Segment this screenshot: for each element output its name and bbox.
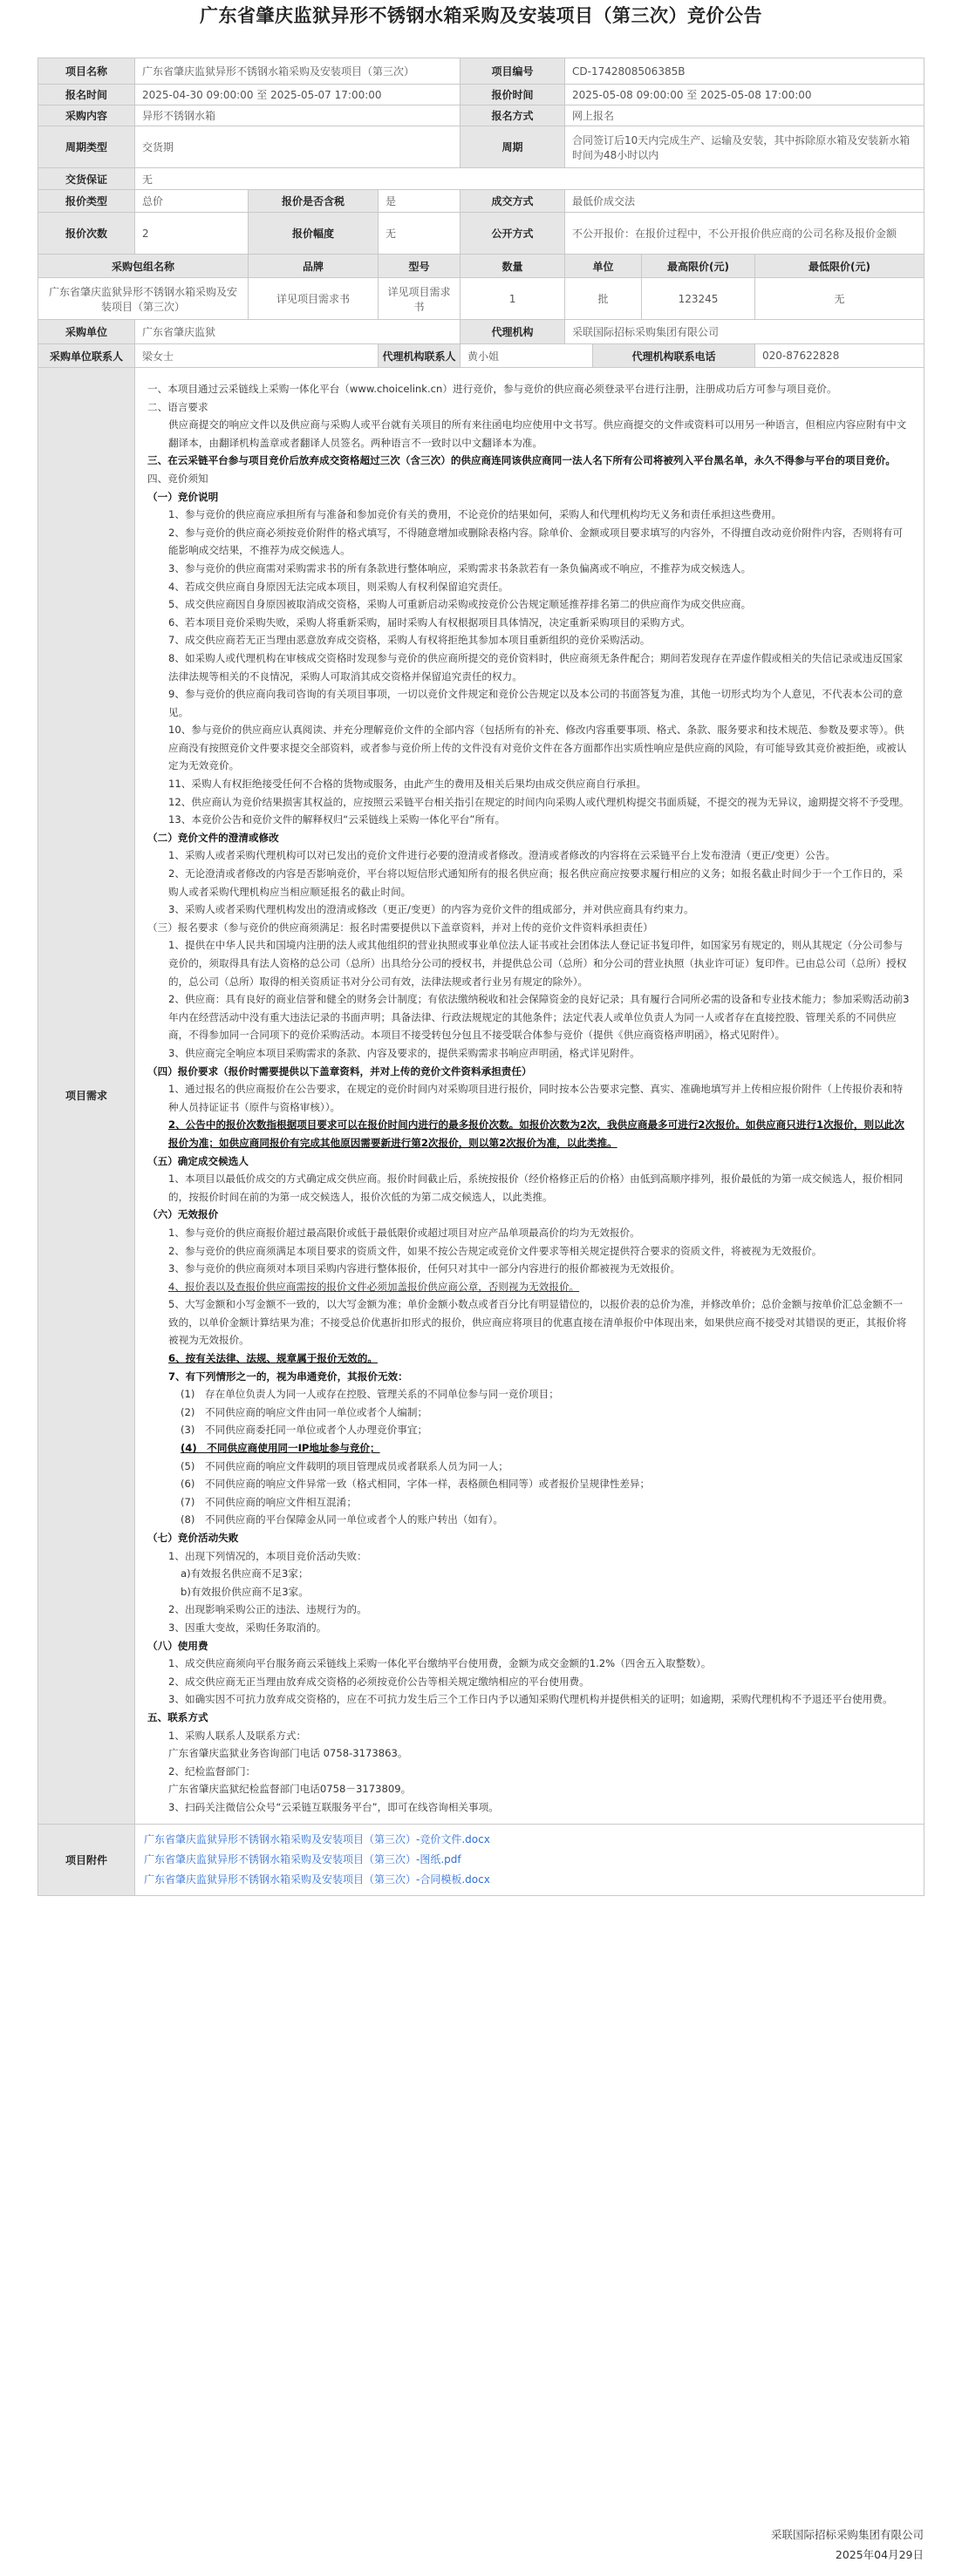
req-item: 8、如采购人或代理机构在审核成交资格时发现参与竞价的供应商所提交的竞价资料时，供应商须无条件配合；期间若发现存在弄虚作假或相关的失信记录或违反国家法律法规等相关的不良情况，采购人可取消其成交资格并保留追究责任的权力。	[168, 651, 904, 683]
tax-label: 报价是否含税	[249, 190, 379, 213]
req-subitem: (7) 不同供应商的响应文件相互混淆；	[181, 1495, 357, 1508]
req-subheading: （五）确定成交候选人	[147, 1154, 249, 1167]
req-item: 4、报价表以及查报价供应商需按的报价文件必须加盖报价供应商公章，否则视为无效报价。	[168, 1280, 580, 1293]
req-item: 3、采购人或者采购代理机构发出的澄清或修改（更正/变更）的内容为竞价文件的组成部分，并对供应商具有约束力。	[168, 903, 694, 916]
req-heading: 四、竞价须知	[147, 472, 208, 485]
req-item: 3、供应商完全响应本项目采购需求的条款、内容及要求的，提供采购需求书响应声明函，格式详见附件。	[168, 1046, 640, 1059]
notice-table	[38, 58, 924, 1896]
row-contacts	[38, 344, 924, 368]
signup-time-label: 报名时间	[38, 85, 135, 105]
req-item: 1、采购人或者采购代理机构可以对已发出的竞价文件进行必要的澄清或者修改。澄清或者修改的内容将在云采链平台上发布澄清（更正/变更）公告。	[168, 849, 836, 862]
req-item: 5、大写金额和小写金额不一致的，以大写金额为准；单价金额小数点或者百分比有明显错位的，以报价表的总价为准，并修改单价；总价金额与按单价汇总金额不一致的，以单价金额计算结果为准；不接受总价优惠折扣形式的报价，供应商应将项目的优惠直接在清单报价中体现出来，如果供应商不接受对其错误的更正，其报价将被视为无效报价。	[168, 1298, 907, 1347]
row-price-type	[38, 190, 924, 213]
agent-label: 代理机构	[461, 320, 565, 344]
req-item: 1、参与竞价的供应商应承担所有与准备和参加竞价有关的费用，不论竞价的结果如何，采购人和代理机构均无义务和责任承担这些费用。	[168, 508, 782, 521]
agent-phone: 020-87622828	[755, 344, 924, 368]
req-subitem: (1) 存在单位负责人为同一人或存在控股、管理关系的不同单位参与同一竞价项目；	[181, 1388, 559, 1401]
buyer-contact: 梁女士	[135, 344, 379, 368]
req-subitem: a)有效报名供应商不足3家；	[181, 1567, 309, 1580]
req-item: 2、出现影响采购公正的违法、违规行为的。	[168, 1603, 367, 1616]
public-mode-label: 公开方式	[461, 213, 565, 255]
req-item: 11、采购人有权拒绝接受任何不合格的货物或服务，由此产生的费用及相关后果均由成交供应商自行承担。	[168, 778, 647, 791]
row-buyer	[38, 320, 924, 344]
signup-method-label: 报名方式	[461, 105, 565, 126]
req-subitem: (8) 不同供应商的平台保障金从同一单位或者个人的账户转出（如有）。	[181, 1513, 504, 1526]
req-item: 7、有下列情形之一的，视为串通竞价，其报价无效：	[168, 1370, 408, 1383]
req-subitem: (5) 不同供应商的响应文件载明的项目管理成员或者联系人员为同一人；	[181, 1459, 508, 1472]
col-brand: 品牌	[249, 255, 379, 278]
req-heading: 五、联系方式	[147, 1710, 208, 1723]
footer-date: 2025年04月29日	[835, 2548, 924, 2561]
purchase-content: 异形不锈钢水箱	[135, 105, 461, 126]
agent: 采联国际招标采购集团有限公司	[565, 320, 924, 344]
purchase-content-label: 采购内容	[38, 105, 135, 126]
bid-time: 2025-05-08 09:00:00 至 2025-05-08 17:00:00	[565, 85, 924, 105]
project-code-label: 项目编号	[461, 58, 565, 85]
req-item: 广东省肇庆监狱业务咨询部门电话 0758-3173863。	[168, 1747, 408, 1760]
req-para: 供应商提交的响应文件以及供应商与采购人或平台就有关项目的所有来往函电均应使用中文书写。供应商提交的文件或资料可以用另一种语言，但相应内容应附有中文翻译本，由翻译机构盖章或者翻译人员签名。两种语言不一致时以中文翻译本为准。	[168, 418, 907, 449]
public-mode: 不公开报价：在报价过程中，不公开报价供应商的公司名称及报价金额	[565, 213, 924, 255]
buyer-label: 采购单位	[38, 320, 135, 344]
req-subheading: （一）竞价说明	[147, 490, 219, 503]
row-rounds	[38, 213, 924, 255]
req-item: 10、参与竞价的供应商应认真阅读、并充分理解竞价文件的全部内容（包括所有的补充、修改内容重要事项、格式、条款、服务要求和技术规范、参数及要求等）。供应商没有按照竞价文件要求提交全部资料，或者参与竞价所上传的文件没有对竞价文件在各方面都作出实质性响应是供应商的风险，有可能导致其竞价被拒绝，或被认定为无效竞价。	[168, 724, 907, 772]
attachment-link[interactable]: 广东省肇庆监狱异形不锈钢水箱采购及安装项目（第三次）-图纸.pdf	[144, 1852, 461, 1866]
items-header-row	[38, 255, 924, 278]
tax: 是	[379, 190, 461, 213]
req-heading: 三、在云采链平台参与项目竞价后放弃成交资格超过三次（含三次）的供应商连同该供应商同一法人名下所有公司将被列入平台黑名单，永久不得参与平台的项目竞价。	[147, 454, 896, 467]
req-item: 3、如确实因不可抗力放弃成交资格的，应在不可抗力发生后三个工作日内予以通知采购代理机构并提供相关的证明；如逾期，采购代理机构不予退还平台使用费。	[168, 1693, 893, 1706]
rounds-label: 报价次数	[38, 213, 135, 255]
req-subheading: （三）报名要求（参与竞价的供应商须满足：报名时需要提供以下盖章资料，并对上传的竞价文件资料承担责任）	[147, 921, 653, 934]
req-item: 1、参与竞价的供应商报价超过最高限价或低于最低限价或超过项目对应产品单项最高价的均为无效报价。	[168, 1226, 640, 1239]
col-min-price: 最低限价(元)	[755, 255, 924, 278]
req-item-emphasis: 6、按有关法律、法规、规章属于报价无效的。	[168, 1352, 378, 1365]
req-item: 1、本项目以最低价成交的方式确定成交供应商。报价时间截止后，系统按报价（经价格修正后的价格）由低到高顺序排列，报价最低的为第一成交候选人，报价相同的，按报价时间在前的为第一成交候选人，报价次低的为第二成交候选人，以此类推。	[168, 1172, 904, 1203]
cycle: 合同签订后10天内完成生产、运输及安装，其中拆除原水箱及安装新水箱时间为48小时以内	[565, 126, 924, 168]
buyer-contact-label: 采购单位联系人	[38, 344, 135, 368]
req-item: 3、因重大变故，采购任务取消的。	[168, 1621, 327, 1634]
req-item: 2、供应商：具有良好的商业信誉和健全的财务会计制度；有依法缴纳税收和社会保障资金的良好记录；具有履行合同所必需的设备和专业技术能力；参加采购活动前3年内在经营活动中没有重大违法记录的书面声明；具备法律、行政法规规定的其他条件；法定代表人或单位负责人为同一人或者存在直接控股、管理关系的不同供应商，不得参加同一合同项下的竞价采购活动。本项目不接受转包分包且不接受联合体参与竞价（提供《供应商资格声明函》，格式见附件）。	[168, 993, 910, 1042]
row-requirements	[38, 368, 924, 1825]
row-attachments	[38, 1824, 924, 1895]
req-item: 1、提供在中华人民共和国境内注册的法人或其他组织的营业执照或事业单位法人证书或社会团体法人登记证书复印件，如国家另有规定的，则从其规定（分公司参与竞价的，须取得具有法人资格的总公司（总所）出具给分公司的授权书，并提供总公司（总所）和分公司的营业执照（执业许可证）复印件。已由总公司（总所）授权的，总公司（总所）取得的相关资质证书对分公司有效，法律法规或者行业另有规定的除外）。	[168, 939, 907, 988]
signup-time: 2025-04-30 09:00:00 至 2025-05-07 17:00:00	[135, 85, 461, 105]
price-type-label: 报价类型	[38, 190, 135, 213]
col-package: 采购包组名称	[38, 255, 249, 278]
req-subheading: （二）竞价文件的澄清或修改	[147, 831, 279, 844]
req-subheading: （七）竞价活动失败	[147, 1532, 239, 1544]
req-item: 5、成交供应商因自身原因被取消成交资格，采购人可重新启动采购或按竞价公告规定顺延推荐排名第二的供应商作为成交供应商。	[168, 598, 752, 611]
signup-method: 网上报名	[565, 105, 924, 126]
project-name-label: 项目名称	[38, 58, 135, 85]
req-item: 2、参与竞价的供应商必须按竞价附件的格式填写，不得随意增加或删除表格内容。除单价、金额或项目要求填写的内容外，不得擅自改动竞价附件内容，否则将有可能影响成交结果，不推荐为成交候选人。	[168, 526, 904, 557]
agent-contact-label: 代理机构联系人	[379, 344, 461, 368]
cell-model: 详见项目需求书	[379, 278, 461, 320]
req-item: 13、本竞价公告和竞价文件的解释权归“云采链线上采购一体化平台”所有。	[168, 813, 506, 826]
col-unit: 单位	[565, 255, 642, 278]
req-item: 广东省肇庆监狱纪检监督部门电话0758－3173809。	[168, 1783, 412, 1796]
req-subitem: b)有效报价供应商不足3家。	[181, 1585, 309, 1598]
req-subheading: （八）使用费	[147, 1639, 208, 1652]
row-project-name	[38, 58, 924, 85]
req-item-emphasis: 2、公告中的报价次数指根据项目要求可以在报价时间内进行的最多报价次数。如报价次数为2次，我供应商最多可进行2次报价。如供应商只进行1次报价，则以此次报价为准；如供应商同报价有完成其他原因需要新进行第2次报价，则以第2次报价为准，以此类推。	[168, 1118, 904, 1149]
req-subheading: （四）报价要求（报价时需要提供以下盖章资料，并对上传的竞价文件资料承担责任）	[147, 1064, 532, 1077]
rounds: 2	[135, 213, 249, 255]
cell-quantity: 1	[461, 278, 565, 320]
req-item: 4、若成交供应商自身原因无法完成本项目，则采购人有权利保留追究责任。	[168, 580, 508, 593]
req-subitem: (4) 不同供应商使用同一IP地址参与竞价；	[181, 1442, 380, 1455]
footer-company: 采联国际招标采购集团有限公司	[770, 2528, 924, 2541]
req-item: 3、参与竞价的供应商需对采购需求书的所有条款进行整体响应，采购需求书条款若有一条负偏离或不响应，不推荐为成交候选人。	[168, 561, 752, 574]
attachment-link[interactable]: 广东省肇庆监狱异形不锈钢水箱采购及安装项目（第三次）-合同模板.docx	[144, 1873, 490, 1886]
cell-max-price: 123245	[642, 278, 755, 320]
cell-package: 广东省肇庆监狱异形不锈钢水箱采购及安装项目（第三次）	[38, 278, 249, 320]
req-item: 2、纪检监督部门：	[168, 1764, 256, 1777]
req-item: 7、成交供应商若无正当理由恶意放弃成交资格，采购人有权将拒绝其参加本项目重新组织的竞价采购活动。	[168, 634, 651, 647]
req-para: 一、本项目通过云采链线上采购一体化平台（www.choicelink.cn）进行竞价，参与竞价的供应商必须登录平台进行注册，注册成功后方可参与项目竞价。	[147, 383, 837, 395]
req-item: 2、成交供应商无正当理由放弃成交资格的必须按竞价公告等相关规定缴纳相应的平台使用费。	[168, 1675, 590, 1688]
deal-method-label: 成交方式	[461, 190, 565, 213]
deal-method: 最低价成交法	[565, 190, 924, 213]
items-data-row	[38, 278, 924, 320]
req-item: 1、成交供应商须向平台服务商云采链线上采购一体化平台缴纳平台使用费，金额为成交金额的1.2%（四舍五入取整数）。	[168, 1657, 712, 1670]
project-code: CD-1742808506385B	[565, 58, 924, 85]
agent-phone-label: 代理机构联系电话	[593, 344, 755, 368]
req-subitem: (2) 不同供应商的响应文件由同一单位或者个人编制；	[181, 1405, 428, 1418]
row-content	[38, 105, 924, 126]
col-model: 型号	[379, 255, 461, 278]
req-item: 1、出现下列情况的，本项目竞价活动失败：	[168, 1549, 367, 1562]
increment: 无	[379, 213, 461, 255]
cell-min-price: 无	[755, 278, 924, 320]
req-item: 1、采购人联系人及联系方式：	[168, 1729, 307, 1742]
project-name: 广东省肇庆监狱异形不锈钢水箱采购及安装项目（第三次）	[135, 58, 461, 85]
cycle-type-label: 周期类型	[38, 126, 135, 168]
attachments-list	[135, 1824, 924, 1895]
row-time	[38, 85, 924, 105]
requirements-label: 项目需求	[38, 368, 135, 1825]
col-max-price: 最高限价(元)	[642, 255, 755, 278]
bid-time-label: 报价时间	[461, 85, 565, 105]
req-item: 2、参与竞价的供应商须满足本项目要求的资质文件，如果不按公告规定或竞价文件要求等相关规定提供符合要求的资质文件，将被视为无效报价。	[168, 1244, 822, 1257]
req-subitem: (6) 不同供应商的响应文件异常一致（格式相同，字体一样，表格颜色相同等）或者报价呈规律性差异；	[181, 1478, 651, 1491]
increment-label: 报价幅度	[249, 213, 379, 255]
req-subitem: (3) 不同供应商委托同一单位或者个人办理竞价事宜；	[181, 1424, 428, 1437]
cycle-label: 周期	[461, 126, 565, 168]
row-cycle	[38, 126, 924, 168]
cycle-type: 交货期	[135, 126, 461, 168]
row-deposit	[38, 168, 924, 190]
price-type: 总价	[135, 190, 249, 213]
agent-contact: 黄小姐	[461, 344, 593, 368]
req-item: 9、参与竞价的供应商向我司咨询的有关项目事项，一切以竞价文件规定和竞价公告规定以及本公司的书面答复为准，其他一切形式均为个人意见，不代表本公司的意见。	[168, 688, 904, 718]
attachments-label: 项目附件	[38, 1824, 135, 1895]
req-item: 1、通过报名的供应商报价在公告要求，在规定的竞价时间内对采购项目进行报价，同时按本公告要求完整、真实、准确地填写并上传相应报价附件（上传报价表和特种人员持证证书（原件与资格审核））。	[168, 1083, 904, 1113]
cell-brand: 详见项目需求书	[249, 278, 379, 320]
attachment-link[interactable]: 广东省肇庆监狱异形不锈钢水箱采购及安装项目（第三次）-竞价文件.docx	[144, 1832, 490, 1845]
deposit: 无	[135, 168, 924, 190]
req-item: 6、若本项目竞价采购失败，采购人将重新采购，届时采购人有权根据项目具体情况，决定重新采购项目的采购方式。	[168, 615, 691, 629]
deposit-label: 交货保证	[38, 168, 135, 190]
req-heading: 二、语言要求	[147, 400, 208, 413]
requirements-body	[135, 368, 924, 1825]
req-item: 3、参与竞价的供应商须对本项目采购内容进行整体报价，任何只对其中一部分内容进行的报价都被视为无效报价。	[168, 1262, 681, 1275]
req-subheading: （六）无效报价	[147, 1208, 219, 1221]
page-title: 广东省肇庆监狱异形不锈钢水箱采购及安装项目（第三次）竞价公告	[200, 5, 762, 26]
buyer: 广东省肇庆监狱	[135, 320, 461, 344]
cell-unit: 批	[565, 278, 642, 320]
req-item: 12、供应商认为竞价结果损害其权益的，应按照云采链平台相关指引在规定的时间内向采购人或代理机构提交书面质疑，不提交的视为无异议，逾期提交将不予受理。	[168, 795, 910, 808]
req-item: 2、无论澄清或者修改的内容是否影响竞价，平台将以短信形式通知所有的报名供应商；报名供应商应按要求履行相应的义务；如报名截止时间少于一个工作日的，采购人或者采购代理机构应当相应顺延报名的截止时间。	[168, 867, 904, 898]
col-quantity: 数量	[461, 255, 565, 278]
req-item: 3、扫码关注微信公众号“云采链互联服务平台”，即可在线咨询相关事项。	[168, 1800, 499, 1813]
